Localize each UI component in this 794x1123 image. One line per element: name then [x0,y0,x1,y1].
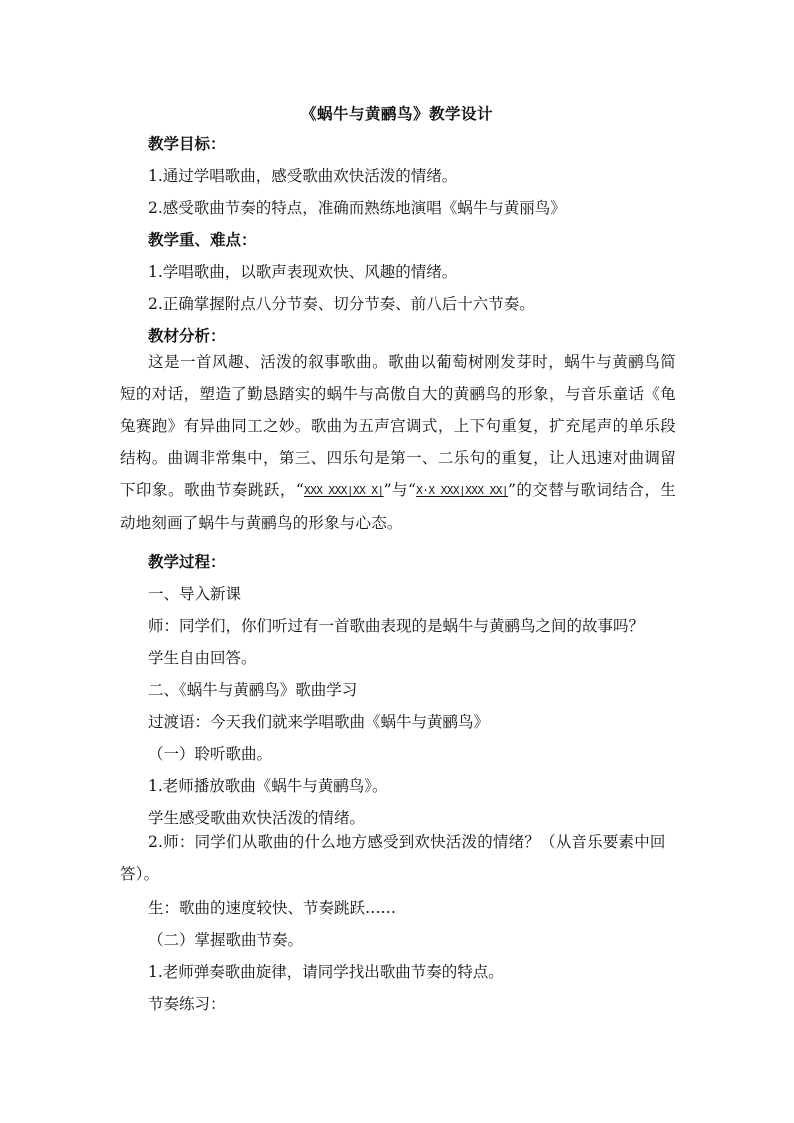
process-heading: 教学过程： [148,552,226,571]
analysis-paragraph [120,346,676,540]
analysis-text-2: ”与“ [383,481,417,500]
sub-1-item-2-answer: 生：歌曲的速度较快、节奏跳跃…… [148,899,397,917]
step-1: 一、导入新课 [148,585,242,603]
key-item-2: 2.正确掌握附点八分节奏、切分节奏、前八后十六节奏。 [148,295,535,313]
sub-1-item-1b: 学生感受歌曲欢快活泼的情绪。 [148,809,366,827]
goal-heading: 教学目标： [148,134,226,153]
document-title: 《蜗牛与黄鹂鸟》教学设计 [300,104,493,123]
analysis-text-3: ”的交替与歌词结合，生动地刻画了蜗牛与黄鹂鸟的形象与心态。 [120,481,677,533]
student-answer-1: 学生自由回答。 [148,649,257,667]
key-item-1: 1.学唱歌曲，以歌声表现欢快、风趣的情绪。 [148,263,458,281]
key-heading: 教学重、难点： [148,230,257,249]
sub-1-item-1: 1.老师播放歌曲《蜗牛与黄鹂鸟》。 [148,777,388,795]
sub-section-1: （一）聆听歌曲。 [148,745,273,763]
transition-line: 过渡语：今天我们就来学唱歌曲《蜗牛与黄鹂鸟》 [148,713,490,731]
goal-item-2: 2.感受歌曲节奏的特点，准确而熟练地演唱《蜗牛与黄丽鸟》 [148,199,566,217]
rhythm-pattern-2: X·X XXX|XXX XX| [416,484,508,498]
sub-1-item-2: 2.师：同学们从歌曲的什么地方感受到欢快活泼的情绪？（从音乐要素中回答）。 [120,833,666,883]
step-2: 二、《蜗牛与黄鹂鸟》歌曲学习 [148,681,358,699]
sub-2-item-1: 1.老师弹奏歌曲旋律，请同学找出歌曲节奏的特点。 [148,963,504,981]
rhythm-practice-label: 节奏练习： [148,995,226,1013]
sub-section-2: （二）掌握歌曲节奏。 [148,931,304,949]
rhythm-pattern-1: XXX XXX|XX X| [304,484,384,498]
goal-item-1: 1.通过学唱歌曲，感受歌曲欢快活泼的情绪。 [148,167,458,185]
analysis-heading: 教材分析： [148,326,226,345]
analysis-text-1: 这是一首风趣、活泼的叙事歌曲。歌曲以葡萄树刚发芽时，蜗牛与黄鹂鸟简短的对话，塑造了勤恳踏实的蜗牛与高傲自大的黄鹂鸟的形象，与音乐童话《龟兔赛跑》有异曲同工之妙。歌曲为五声宫调式，上下句重复，扩充尾声的单乐段结构。曲调非常集中，第三、四乐句是第一、二乐句的重复，让人迅速对曲调留下印象。歌曲节奏跳跃，“ [120,353,676,500]
teacher-question-1: 师：同学们，你们听过有一首歌曲表现的是蜗牛与黄鹂鸟之间的故事吗？ [148,617,645,635]
